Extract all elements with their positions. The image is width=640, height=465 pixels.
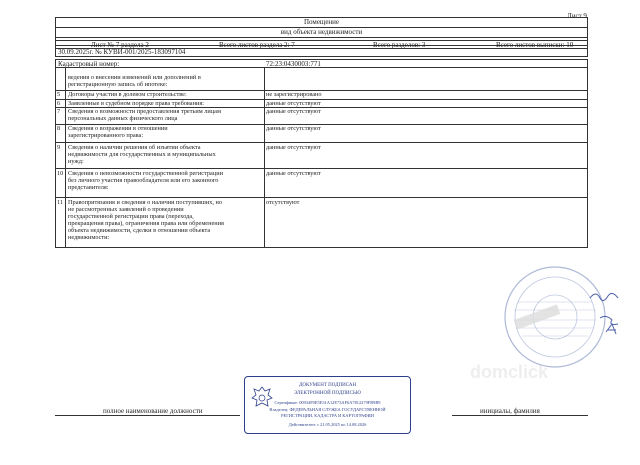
stamp-title: ДОКУМЕНТ ПОДПИСАН bbox=[298, 383, 357, 388]
rights-table bbox=[55, 67, 588, 248]
row-number: 9 bbox=[57, 144, 61, 151]
row-divider bbox=[56, 168, 587, 169]
row-title-line: нужд: bbox=[68, 158, 84, 165]
row-title-line: зарегистрированного права: bbox=[68, 132, 144, 139]
row-title-line: представителя: bbox=[68, 184, 109, 191]
row-title-line: Сведения о наличии решения об изъятии объекта bbox=[68, 144, 201, 151]
row-number: 8 bbox=[57, 125, 61, 132]
row-value: данные отсутствуют bbox=[266, 100, 321, 107]
column-divider bbox=[65, 68, 66, 247]
row-value: данные отсутствуют bbox=[266, 144, 321, 151]
stamp-owner: РЕГИСТРАЦИИ, КАДАСТРА И КАРТОГРАФИИ bbox=[281, 413, 374, 418]
row-number: 7 bbox=[57, 108, 61, 115]
row-value: не зарегистрировано bbox=[266, 91, 322, 98]
row-title-line: Правопритязания и сведения о наличии поступивших, но bbox=[68, 199, 223, 206]
row-title-line: регистрационную запись об ипотеке: bbox=[68, 81, 168, 88]
row-divider bbox=[56, 197, 587, 198]
cadastral-label: Кадастровый номер: bbox=[58, 60, 120, 68]
row-title-line: Сведения о возражении в отношении bbox=[68, 125, 168, 132]
stamp-validity: Действителен: с 21.05.2025 по 14.08.2026 bbox=[288, 422, 367, 427]
position-label: полное наименование должности bbox=[103, 407, 203, 415]
divider bbox=[56, 37, 587, 38]
row-title-line: не рассмотренных заявлений о проведении bbox=[68, 206, 184, 213]
row-value: данные отсутствуют bbox=[266, 108, 321, 115]
total-sheets-extract: Всего листов выписки: 10 bbox=[496, 41, 574, 49]
position-line bbox=[55, 415, 240, 416]
row-number: 11 bbox=[57, 199, 64, 206]
row-title-line: без личного участия правообладателя или его законного bbox=[68, 177, 219, 184]
handwritten-signature bbox=[586, 288, 632, 348]
stamp-subtitle: ЭЛЕКТРОННОЙ ПОДПИСЬЮ bbox=[294, 391, 361, 396]
row-title-line: прекращения права), ограничения права или обременения bbox=[68, 220, 224, 227]
row-title-line: Сведения о возможности предоставления третьим лицам bbox=[68, 108, 221, 115]
stamp-certificate: Сертификат: 00934F0E5E31A12E73AF6A7812279FB9B9 bbox=[274, 400, 381, 405]
row-value: данные отсутствуют bbox=[266, 125, 321, 132]
row-title-line: недвижимости: bbox=[68, 234, 110, 241]
electronic-signature-stamp bbox=[244, 376, 411, 434]
initials-label: инициалы, фамилия bbox=[480, 407, 540, 415]
row-number: 5 bbox=[57, 91, 61, 98]
row-value: данные отсутствуют bbox=[266, 170, 321, 177]
section-title: Помещение bbox=[303, 18, 340, 26]
row-title-line: Договоры участия в долевом строительстве: bbox=[68, 91, 187, 98]
total-sheets-section: Всего листов раздела 2: 7 bbox=[219, 41, 295, 49]
row-title-line: недвижимости для государственных и муниципальных bbox=[68, 151, 216, 158]
date-number: 30.09.2025г. № КУВИ-001/2025-183097104 bbox=[58, 48, 186, 56]
sheet-no-text: Лист № 7 раздела 2 bbox=[91, 41, 149, 49]
sheet-number: Лист 9 bbox=[567, 12, 587, 20]
row-value: отсутствуют bbox=[266, 199, 300, 206]
watermark-graphic bbox=[470, 360, 590, 384]
row-title-line: объекта недвижимости, сделки в отношении объекта bbox=[68, 227, 211, 234]
row-title-line: персональных данных физического лица bbox=[68, 115, 178, 122]
watermark bbox=[470, 360, 590, 390]
row-number: 10 bbox=[57, 170, 64, 177]
row-title-line: Заявленные в судебном порядке права требования: bbox=[68, 100, 204, 107]
row-title-line: ведения о внесении изменений или дополнений в bbox=[68, 74, 201, 81]
cadastral-value: 72:23:0430003:771 bbox=[266, 60, 321, 68]
stamp-owner: Владелец: ФЕДЕРАЛЬНАЯ СЛУЖБА ГОСУДАРСТВЕННОЙ bbox=[269, 407, 386, 412]
object-type: вид объекта недвижимости bbox=[280, 28, 363, 36]
total-sections: Всего разделов: 3 bbox=[373, 41, 426, 49]
svg-text:domclick: domclick bbox=[470, 362, 549, 382]
initials-line bbox=[452, 415, 588, 416]
row-number: 6 bbox=[57, 100, 61, 107]
row-title-line: Сведения о невозможности государственной регистрации bbox=[68, 170, 223, 177]
row-title-line: государственной регистрации права (перехода, bbox=[68, 213, 194, 220]
column-divider bbox=[264, 68, 265, 247]
row-divider bbox=[56, 142, 587, 143]
